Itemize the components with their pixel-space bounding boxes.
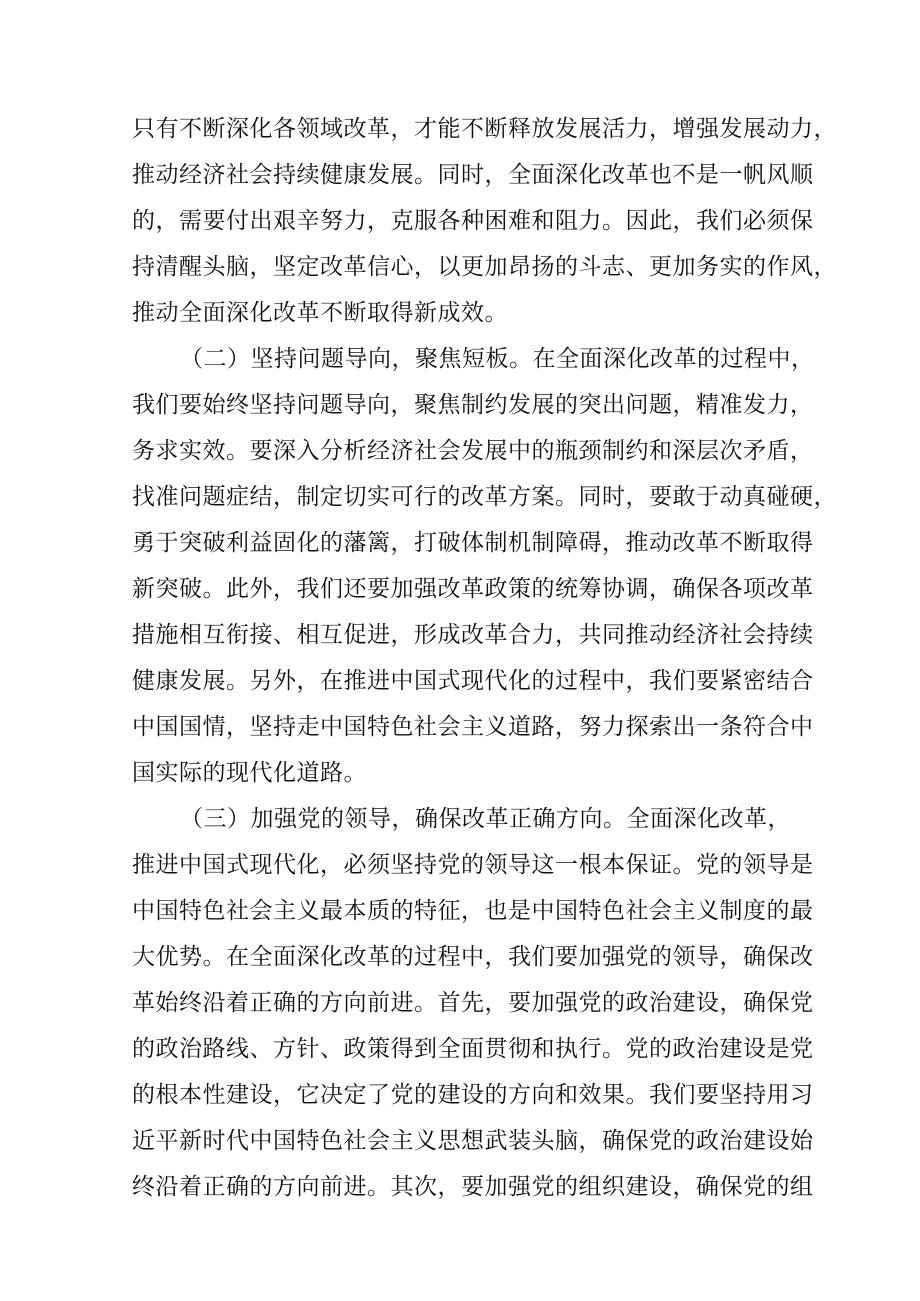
text-line: 我们要始终坚持问题导向，聚焦制约发展的突出问题，精准发力， <box>132 392 814 418</box>
text-line: 国实际的现代化道路。 <box>132 760 367 786</box>
text-line: 的根本性建设，它决定了党的建设的方向和效果。我们要坚持用习 <box>132 1082 814 1108</box>
text-line: 中国国情，坚持走中国特色社会主义道路，努力探索出一条符合中 <box>132 714 814 740</box>
text-line: 的，需要付出艰辛努力，克服各种困难和阻力。因此，我们必须保 <box>132 208 814 234</box>
text-line: 中国特色社会主义最本质的特征，也是中国特色社会主义制度的最 <box>132 898 814 924</box>
text-line: 推进中国式现代化，必须坚持党的领导这一根本保证。党的领导是 <box>132 852 814 878</box>
text-line: 务求实效。要深入分析经济社会发展中的瓶颈制约和深层次矛盾， <box>132 438 814 464</box>
text-line: 推动经济社会持续健康发展。同时，全面深化改革也不是一帆风顺 <box>132 162 814 188</box>
text-line: 勇于突破利益固化的藩篱，打破体制机制障碍，推动改革不断取得 <box>132 530 814 556</box>
text-line: 终沿着正确的方向前进。其次，要加强党的组织建设，确保党的组 <box>132 1174 814 1200</box>
text-line: 近平新时代中国特色社会主义思想武装头脑，确保党的政治建设始 <box>132 1128 814 1154</box>
text-line: 找准问题症结，制定切实可行的改革方案。同时，要敢于动真碰硬， <box>132 484 837 510</box>
text-line: 只有不断深化各领域改革，才能不断释放发展活力，增强发展动力， <box>132 116 837 142</box>
text-line: 推动全面深化改革不断取得新成效。 <box>132 300 508 326</box>
text-line: 大优势。在全面深化改革的过程中，我们要加强党的领导，确保改 <box>132 944 814 970</box>
text-line: 革始终沿着正确的方向前进。首先，要加强党的政治建设，确保党 <box>132 990 814 1016</box>
paragraph-heading-line: （三）加强党的领导，确保改革正确方向。全面深化改革， <box>180 806 791 832</box>
text-line: 的政治路线、方针、政策得到全面贯彻和执行。党的政治建设是党 <box>132 1036 814 1062</box>
text-line: 健康发展。另外，在推进中国式现代化的过程中，我们要紧密结合 <box>132 668 814 694</box>
text-line: 新突破。此外，我们还要加强改革政策的统筹协调，确保各项改革 <box>132 576 814 602</box>
text-line: 措施相互衔接、相互促进，形成改革合力，共同推动经济社会持续 <box>132 622 814 648</box>
text-line: 持清醒头脑，坚定改革信心，以更加昂扬的斗志、更加务实的作风， <box>132 254 837 280</box>
paragraph-heading-line: （二）坚持问题导向，聚焦短板。在全面深化改革的过程中， <box>180 346 815 372</box>
